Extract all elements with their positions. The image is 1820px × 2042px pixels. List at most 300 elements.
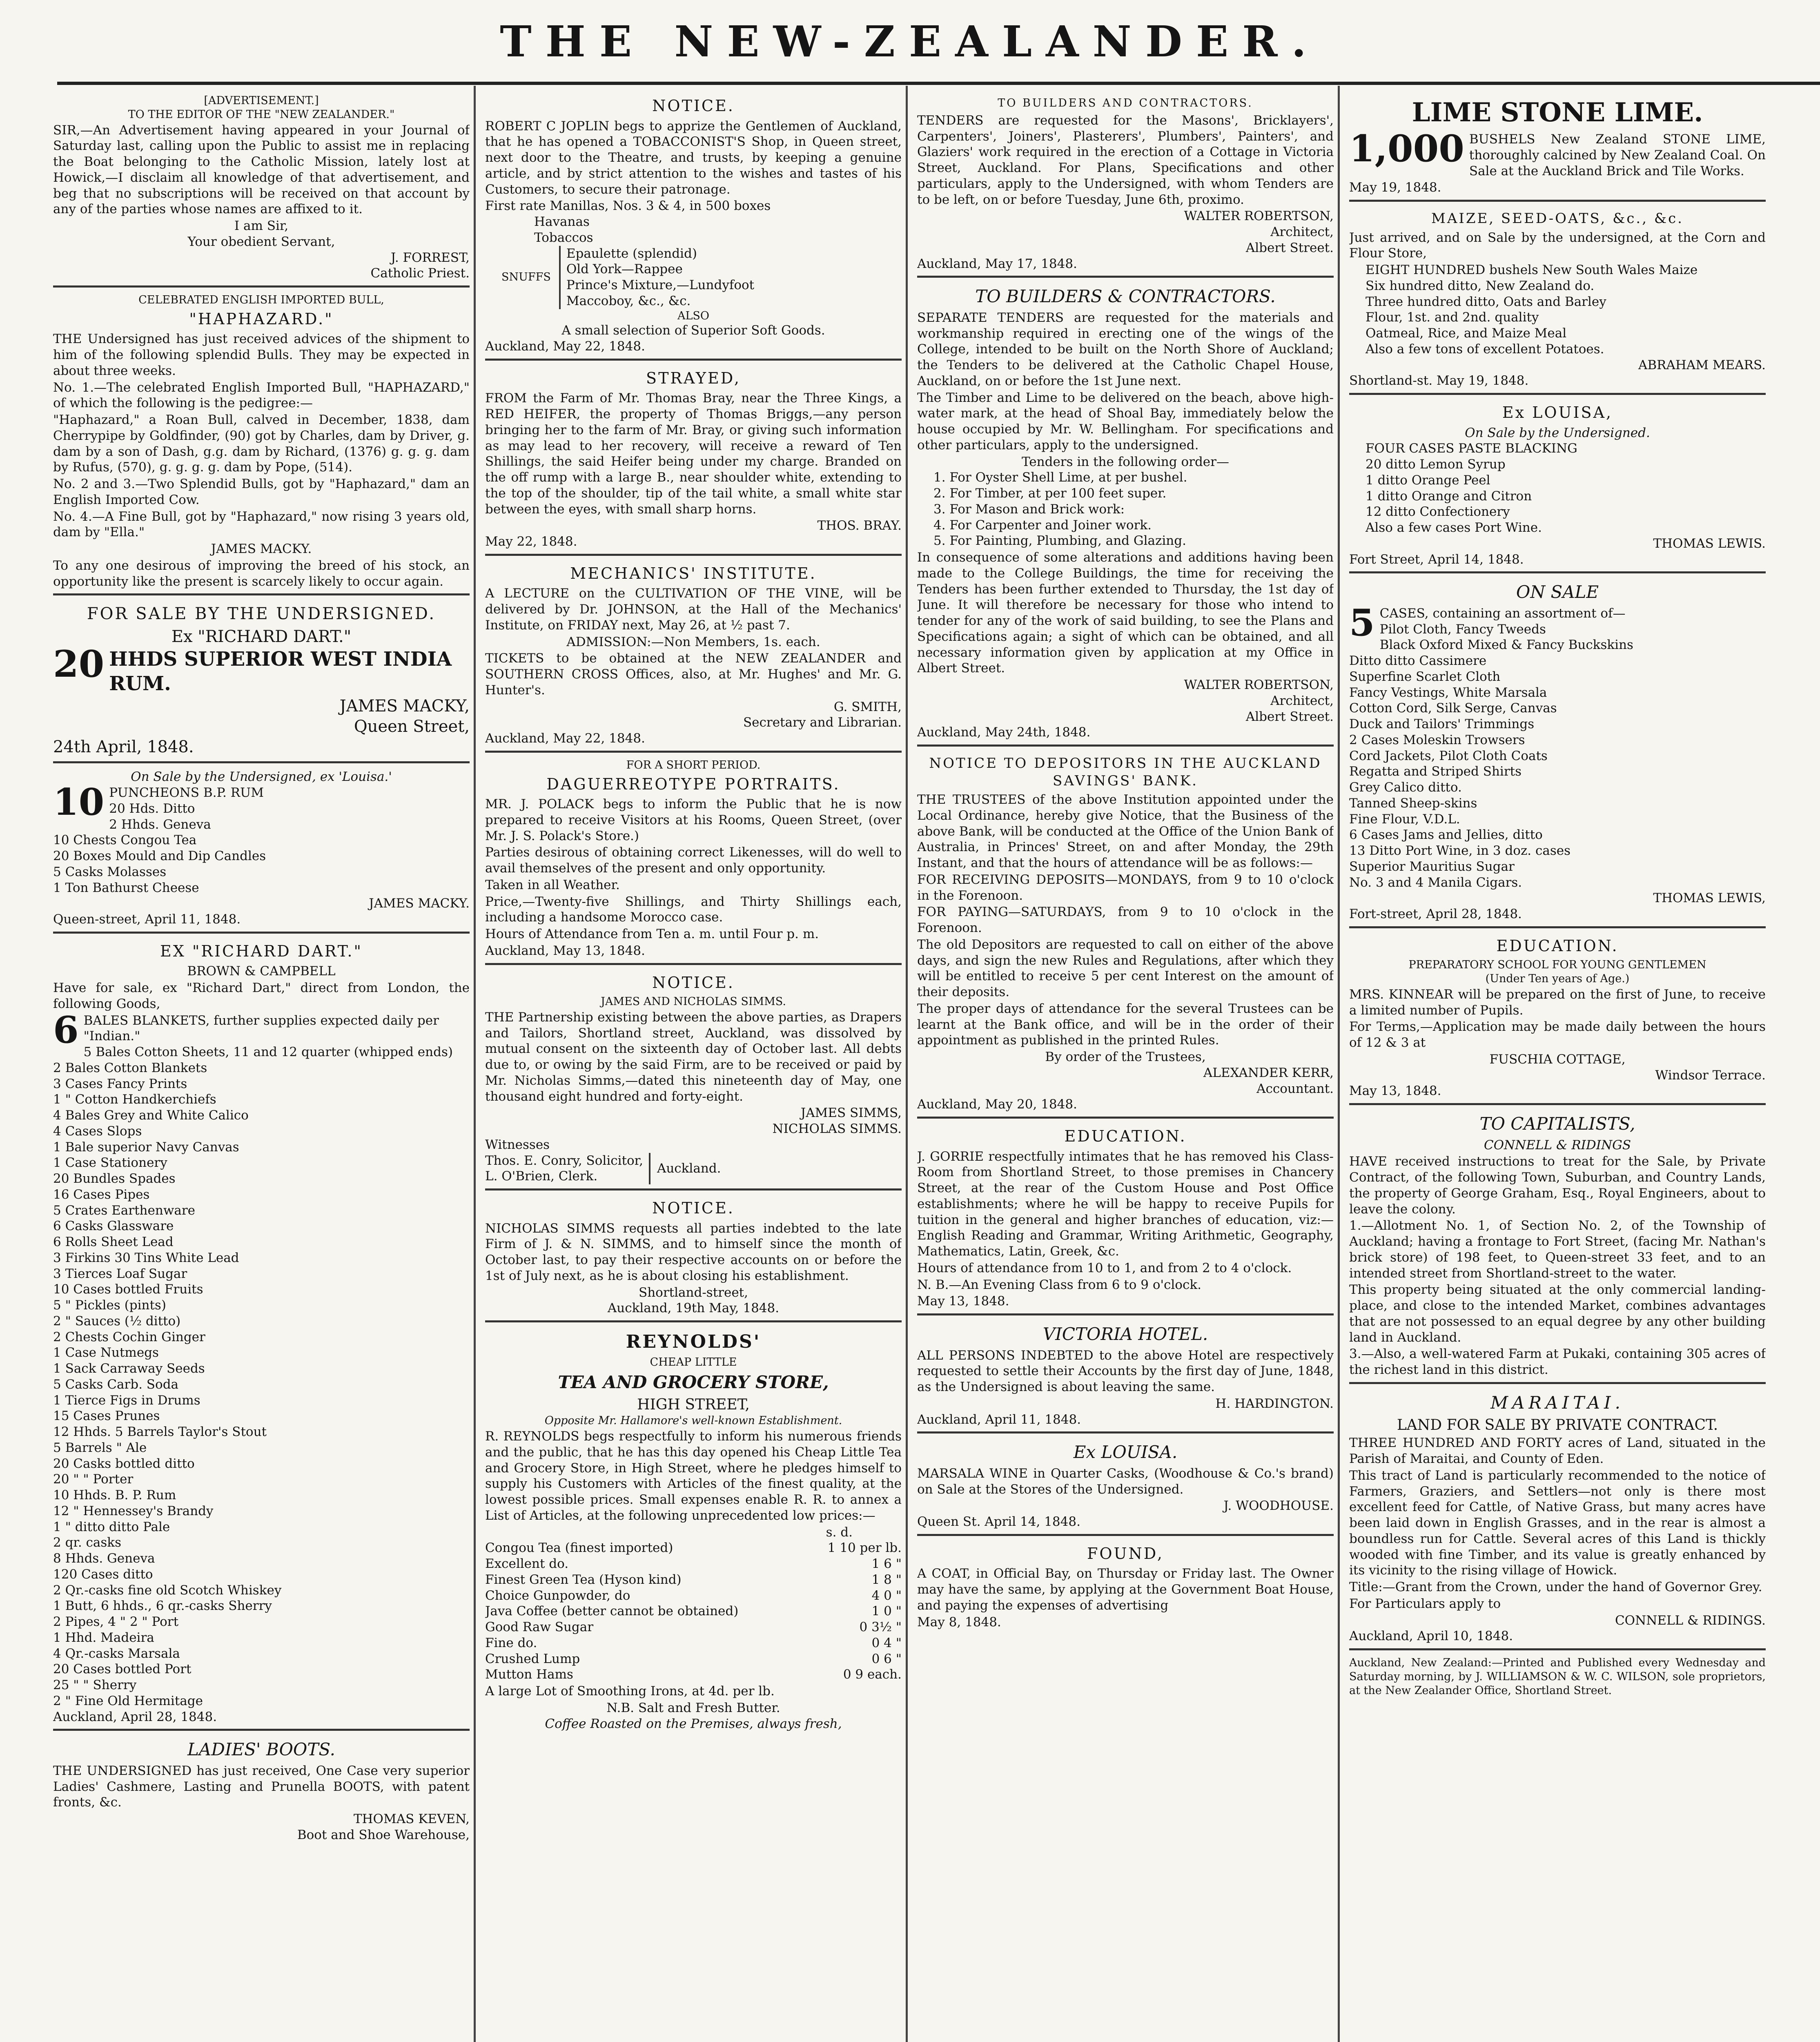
signature: ALEXANDER KERR, xyxy=(1203,1065,1334,1080)
ad-daguerreotype xyxy=(485,751,902,959)
ad-heading: TO CAPITALISTS, xyxy=(1479,1114,1635,1134)
ad-west-india-rum xyxy=(53,593,470,757)
ad-body: The Timber and Lime to be delivered on the beach, above high-water mark, at the head of Shoal Bay, immediately below the house occupied by Mr. W. Bellingham. For specifications and other particulars, apply to the undersigned. xyxy=(917,390,1334,453)
ad-heading: VICTORIA HOTEL. xyxy=(1043,1324,1208,1344)
list-item: No. 3 and 4 Manila Cigars. xyxy=(1349,875,1522,890)
ad-ladies-boots xyxy=(53,1729,470,1843)
list-item: 2 Bales Cotton Blankets xyxy=(53,1060,207,1075)
ad-body: MARSALA WINE in Quarter Casks, (Woodhouse & Co.'s brand) on Sale at the Stores of the Undersigned. xyxy=(917,1466,1334,1497)
ad-body: NICHOLAS SIMMS requests all parties indebted to the late Firm of J. & N. SIMMS, and to himself since the month of October last, to pay their respective accounts on or before the 1st of July next, as he is about closing his establishment. xyxy=(485,1221,902,1283)
price-row xyxy=(485,1603,902,1619)
ad-heading: [ADVERTISEMENT.] xyxy=(204,94,319,107)
signature: JAMES MACKY. xyxy=(369,896,470,911)
ad-lewis-on-sale xyxy=(1349,571,1766,922)
list-item: Ditto ditto Cassimere xyxy=(1349,653,1487,668)
masthead-rule xyxy=(57,82,1820,85)
ad-body: 1.—Allotment No. 1, of Section No. 2, of the Township of Auckland; having a frontage to Fort Street, (facing Mr. Nathan's brick store) of 198 feet, to Queen-street 33 feet, and to an intended street from Shortland-street to the water. xyxy=(1349,1218,1766,1281)
signature: J. FORREST, xyxy=(390,250,470,265)
list-item: 6 Casks Glassware xyxy=(53,1219,174,1234)
list-item: 1 ditto Orange Peel xyxy=(1366,473,1490,488)
price-value: 0 6 " xyxy=(871,1651,902,1666)
item-list xyxy=(53,1008,470,1709)
list-item: Fine Flour, V.D.L. xyxy=(1349,811,1460,827)
list-item: CASES, containing an assortment of— xyxy=(1379,606,1626,621)
list-item: 1 " ditto ditto Pale xyxy=(53,1519,170,1534)
ad-joplin-tobacconist xyxy=(485,96,902,354)
ad-body: For Terms,—Application may be made daily between the hours of 12 & 3 at xyxy=(1349,1019,1766,1050)
ad-title: TEA AND GROCERY STORE, xyxy=(558,1372,829,1392)
list-item: Six hundred ditto, New Zealand do. xyxy=(1366,278,1595,293)
price-item: Crushed Lump xyxy=(485,1651,580,1666)
ad-body: For Particulars apply to xyxy=(1349,1596,1501,1611)
ad-line: A large Lot of Smoothing Irons, at 4d. per lb. xyxy=(485,1684,775,1699)
ad-body: TICKETS to be obtained at the NEW ZEALANDER and SOUTHERN CROSS Offices, also, at Mr. Hughes' and Mr. G. Hunter's. xyxy=(485,651,902,698)
list-item: 1. For Oyster Shell Lime, at per bushel. xyxy=(933,470,1187,485)
ad-line: Tenders in the following order— xyxy=(1022,454,1229,469)
price-value: 1 6 " xyxy=(871,1556,902,1571)
ad-date: Auckland, April 11, 1848. xyxy=(917,1412,1081,1427)
ad-date: Auckland, May 17, 1848. xyxy=(917,256,1077,271)
ad-haphazard-bull xyxy=(53,285,470,589)
list-item: 2 Cases Moleskin Trowsers xyxy=(1349,732,1525,747)
ad-body: FOR RECEIVING DEPOSITS—MONDAYS, from 9 to 10 o'clock in the Forenoon. xyxy=(917,872,1334,903)
ad-body: J. GORRIE respectfully intimates that he has removed his Class-Room from Shortland Street, to those premises in Chancery Street, at the rear of the Custom House and Post Office establishments; where he will be happy to receive Pupils for tuition in the general and higher branches of education, viz:— English Reading and Grammar, Writing Arithmetic, Geography, Mathematics, Latin, Greek, &c. xyxy=(917,1149,1334,1259)
list-item: 20 ditto Lemon Syrup xyxy=(1366,457,1506,472)
ad-maraitai xyxy=(1349,1382,1766,1644)
ad-date: May 8, 1848. xyxy=(917,1614,1001,1630)
list-item: PUNCHEONS B.P. RUM xyxy=(109,785,264,800)
ad-builders-cottage xyxy=(917,96,1334,272)
quantity-number: 5 xyxy=(1349,601,1375,644)
signature: J. WOODHOUSE. xyxy=(1223,1498,1334,1514)
ad-body: THREE HUNDRED AND FORTY acres of Land, situated in the Parish of Maraitai, and County of Eden. xyxy=(1349,1436,1766,1466)
list-item: Superfine Scarlet Cloth xyxy=(1349,669,1501,684)
list-item: 10 Chests Congou Tea xyxy=(53,833,197,848)
witnesses-label: Witnesses xyxy=(485,1137,550,1152)
ad-subheading: PREPARATORY SCHOOL FOR YOUNG GENTLEMEN xyxy=(1408,959,1706,972)
ad-date: Queen-street, April 11, 1848. xyxy=(53,912,241,927)
list-item: Fancy Vestings, White Marsala xyxy=(1349,685,1547,700)
ad-builders-college xyxy=(917,276,1334,740)
address: HIGH STREET, xyxy=(637,1396,750,1413)
column-4 xyxy=(1349,94,1766,2042)
signature: JAMES MACKY, xyxy=(339,697,470,716)
ad-body: Price,—Twenty-five Shillings, and Thirty Shillings each, including a handsome Morocco case. xyxy=(485,894,902,925)
item-list xyxy=(53,780,470,896)
ad-date: May 13, 1848. xyxy=(917,1294,1009,1309)
list-item: 12 " Hennessey's Brandy xyxy=(53,1503,214,1518)
ad-lewis-blacking xyxy=(1349,393,1766,567)
ad-subheading: FOR A SHORT PERIOD. xyxy=(626,758,761,771)
list-item: 20 Bundles Spades xyxy=(53,1171,176,1186)
ad-date: Auckland, April 10, 1848. xyxy=(1349,1629,1513,1644)
ad-date: Queen St. April 14, 1848. xyxy=(917,1514,1080,1529)
signature: ABRAHAM MEARS. xyxy=(1638,357,1766,372)
ad-body: A COAT, in Official Bay, on Thursday or Friday last. The Owner may have the same, by applying at the Government Boat House, and paying the expenses of advertising xyxy=(917,1566,1334,1613)
ad-body: HAVE received instructions to treat for the Sale, by Private Contract, of the following Town, Suburban, and Country Lands, the property of George Graham, Esq., Royal Engineers, about to leave the colony. xyxy=(1349,1154,1766,1217)
ad-body: A LECTURE on the CULTIVATION OF THE VINE, will be delivered by Dr. JOHNSON, at the Hall of the Mechanics' Institute, on FRIDAY next, May 26, at ½ past 7. xyxy=(485,586,902,633)
ad-heading: EDUCATION. xyxy=(1496,936,1619,955)
price-item: Choice Gunpowder, do xyxy=(485,1588,630,1603)
ad-heading: On Sale by the Undersigned, ex 'Louisa.' xyxy=(131,769,392,785)
ad-subheading: LAND FOR SALE BY PRIVATE CONTRACT. xyxy=(1397,1417,1718,1434)
ad-heading: FOUND, xyxy=(1087,1544,1164,1563)
list-item: 8 Hhds. Geneva xyxy=(53,1551,155,1566)
signature-title: Secretary and Librarian. xyxy=(743,715,902,730)
ad-line: A small selection of Superior Soft Goods. xyxy=(561,323,825,338)
ad-subheading: (Under Ten years of Age.) xyxy=(1485,972,1630,985)
list-item: 1 Tierce Figs in Drums xyxy=(53,1393,200,1408)
signature: CONNELL & RIDINGS. xyxy=(1615,1613,1766,1628)
ad-forrest-letter xyxy=(53,94,470,281)
column-2 xyxy=(485,94,902,2042)
ad-body: In consequence of some alterations and additions having been made to the College Buildings, the time for receiving the Tenders has been further extended to Thursday, the 1st day of June. It will therefore be necessary for those who intend to tender for any of the work of said building, to see the Plans and Specifications again; a sight of which can be obtained, and all necessary information given by application at my Office in Albert Street. xyxy=(917,550,1334,676)
price-value: 1 10 per lb. xyxy=(827,1540,902,1556)
ad-heading: ON SALE xyxy=(1516,582,1599,602)
ad-subheading: Opposite Mr. Hallamore's well-known Establishment. xyxy=(544,1414,842,1427)
ad-body: FOR PAYING—SATURDAYS, from 9 to 10 o'clock in the Forenoon. xyxy=(917,905,1334,935)
list-item: 2 Pipes, 4 " 2 " Port xyxy=(53,1614,179,1629)
ad-line: First rate Manillas, Nos. 3 & 4, in 500 boxes xyxy=(485,198,771,214)
ad-heading: STRAYED, xyxy=(646,369,741,387)
quantity-number: 1,000 xyxy=(1349,127,1464,170)
price-row xyxy=(485,1667,902,1683)
ad-body: Just arrived, and on Sale by the undersigned, at the Corn and Flour Store, xyxy=(1349,230,1766,261)
ad-body: Title:—Grant from the Crown, under the hand of Governor Grey. xyxy=(1349,1580,1762,1594)
list-item: 1 " Cotton Handkerchiefs xyxy=(53,1092,216,1107)
ad-body: 3.—Also, a well-watered Farm at Pukaki, containing 305 acres of the richest land in this district. xyxy=(1349,1346,1766,1377)
closing-line: I am Sir, xyxy=(234,218,289,233)
snuffs-label: SNUFFS xyxy=(501,271,551,284)
signature: THOMAS LEWIS. xyxy=(1653,536,1766,551)
list-item: 25 " " Sherry xyxy=(53,1678,137,1692)
list-item: 1 Butt, 6 hhds., 6 qr.-casks Sherry xyxy=(53,1598,272,1614)
signature-title: Architect, xyxy=(1270,225,1334,239)
ad-body: MRS. KINNEAR will be prepared on the first of June, to receive a limited number of Pupils. xyxy=(1349,987,1766,1018)
ad-maize-seed-oats xyxy=(1349,200,1766,389)
ad-date: May 19, 1848. xyxy=(1349,180,1441,195)
ad-date: Fort Street, April 14, 1848. xyxy=(1349,552,1524,567)
tender-list xyxy=(917,470,1334,549)
ad-date: Auckland, May 22, 1848. xyxy=(485,731,645,746)
list-item: 6 Cases Jams and Jellies, ditto xyxy=(1349,827,1543,843)
ad-body: MR. J. POLACK begs to inform the Public that he is now prepared to receive Visitors at his Rooms, Queen Street, (over Mr. J. S. Polack's Store.) xyxy=(485,797,902,843)
list-item: 20 Boxes Mould and Dip Candles xyxy=(53,849,266,863)
column-rule-2 xyxy=(906,86,908,2042)
ad-louisa-rum xyxy=(53,761,470,927)
ad-reynolds-grocery xyxy=(485,1320,902,1732)
ad-heading: MAIZE, SEED-OATS, &c., &c. xyxy=(1431,210,1684,227)
address: Queen Street, xyxy=(354,717,470,736)
ad-kinnear-school xyxy=(1349,926,1766,1099)
list-item: 5 Crates Earthenware xyxy=(53,1203,196,1218)
item-list xyxy=(1349,601,1766,891)
ad-body: Hours of Attendance from Ten a. m. until Four p. m. xyxy=(485,927,819,941)
list-item: 20 Hds. Ditto xyxy=(109,801,195,816)
list-item: Flour, 1st. and 2nd. quality xyxy=(1366,310,1539,325)
column-rule-3 xyxy=(1338,86,1340,2042)
ad-body: Parties desirous of obtaining correct Likenesses, will do well to avail themselves of the present and only opportunity. xyxy=(485,845,902,876)
price-row xyxy=(485,1540,902,1556)
list-item: 16 Cases Pipes xyxy=(53,1187,150,1202)
ad-body: THE Undersigned has just received advices of the shipment to him of the following splendid Bulls. They may be expected in about three weeks. xyxy=(53,332,470,378)
price-value: 0 3½ " xyxy=(859,1620,902,1634)
list-item: Oatmeal, Rice, and Maize Meal xyxy=(1366,326,1567,341)
item-list xyxy=(1349,441,1766,536)
ad-found-coat xyxy=(917,1534,1334,1630)
list-item: 3 Tierces Loaf Sugar xyxy=(53,1266,187,1281)
price-item: Congou Tea (finest imported) xyxy=(485,1540,673,1556)
signature: THOMAS KEVEN, xyxy=(353,1812,470,1826)
ad-subheading: Ex "RICHARD DART." xyxy=(171,627,352,646)
ad-savings-bank xyxy=(917,745,1334,1112)
ad-date: 24th April, 1848. xyxy=(53,738,194,757)
ad-body: FROM the Farm of Mr. Thomas Bray, near the Three Kings, a RED HEIFER, the property of Thomas Briggs,—any person bringing her to the farm of Mr. Bray, or giving such information as may lead to her recovery, will receive a reward of Ten Shillings, the said Heifer being under my charge. Branded on the off rump with a large B., near shoulder white, extending to the top of the shoulder, tip of the tail white, a small white star between the eyes, with small sharp horns. xyxy=(485,391,902,517)
address: FUSCHIA COTTAGE, xyxy=(1489,1052,1626,1067)
signature-title: Catholic Priest. xyxy=(370,266,470,281)
firm-name: BROWN & CAMPBELL xyxy=(187,964,336,979)
list-item: Cord Jackets, Pilot Cloth Coats xyxy=(1349,748,1548,763)
signature-title: Architect, xyxy=(1270,693,1334,708)
ad-body: To any one desirous of improving the breed of his stock, an opportunity like the present is scarcely likely to occur again. xyxy=(53,558,470,589)
ad-body: R. REYNOLDS begs respectfully to inform his numerous friends and the public, that he has this day opened his Cheap Little Tea and Grocery Store, in High Street, where he pledges himself to supply his Customers with Articles of the finest quality, at the lowest possible prices. Small expenses enable R. R. to annex a List of Articles, at the following unprecedented low prices:— xyxy=(485,1429,902,1523)
address: Windsor Terrace. xyxy=(1655,1068,1766,1083)
item-list xyxy=(1349,262,1766,357)
ad-date: May 22, 1848. xyxy=(485,534,577,549)
list-item: 5 " Pickles (pints) xyxy=(53,1298,166,1313)
list-item: 2 Hhds. Geneva xyxy=(109,817,211,832)
ad-body: N. B.—An Evening Class from 6 to 9 o'clock. xyxy=(917,1277,1201,1292)
ad-date: Auckland, 19th May, 1848. xyxy=(607,1301,780,1316)
column-1 xyxy=(53,94,470,2042)
price-row xyxy=(485,1619,902,1635)
signature: JAMES MACKY. xyxy=(211,542,312,556)
ad-strayed-heifer xyxy=(485,359,902,550)
ad-body: "Haphazard," a Roan Bull, calved in December, 1838, dam Cherrypipe by Goldfinder, (90) got by Charles, dam by Driver, g. dam by a son of Dash, g.g. dam by Richard, (1376) g. g. g. dam by Rufus, (570), g. g. g. g. dam by Pope, (514). xyxy=(53,412,470,475)
list-item: 4 Qr.-casks Marsala xyxy=(53,1646,180,1661)
list-item: 1 Hhd. Madeira xyxy=(53,1630,154,1645)
ad-body: Hours of attendance from 10 to 1, and from 2 to 4 o'clock. xyxy=(917,1260,1292,1275)
price-item: Good Raw Sugar xyxy=(485,1620,594,1634)
list-item: Also a few cases Port Wine. xyxy=(1366,520,1542,535)
ad-heading: NOTICE. xyxy=(652,97,735,115)
ad-body: ROBERT C JOPLIN begs to apprize the Gentlemen of Auckland, that he has opened a TOBACCONIST'S Shop, in Queen street, next door to the Theatre, and trusts, by keeping a genuine article, and by strict attention to the wishes and tastes of his Customers, to secure their patronage. xyxy=(485,118,902,197)
list-item: Prince's Mixture,—Lundyfoot xyxy=(566,278,755,292)
ad-subheading: On Sale by the Undersigned. xyxy=(1465,425,1650,440)
list-item: 1 ditto Orange and Citron xyxy=(1366,488,1532,504)
ad-heading: MARAITAI. xyxy=(1490,1392,1624,1413)
list-item: 12 ditto Confectionery xyxy=(1366,504,1510,519)
list-item: 5 Bales Cotton Sheets, 11 and 12 quarter (whipped ends) xyxy=(83,1045,453,1059)
ad-subheading: TO THE EDITOR OF THE "NEW ZEALANDER." xyxy=(128,108,395,121)
price-row xyxy=(485,1588,902,1604)
list-item: 3. For Mason and Brick work: xyxy=(933,502,1125,517)
list-item: 5 Casks Molasses xyxy=(53,864,167,879)
list-item: 120 Cases ditto xyxy=(53,1567,153,1582)
ad-heading: LIME STONE LIME. xyxy=(1412,97,1703,128)
price-row xyxy=(485,1651,902,1667)
ad-mechanics-institute xyxy=(485,554,902,747)
list-item: 20 Casks bottled ditto xyxy=(53,1456,195,1471)
list-item: Pilot Cloth, Fancy Tweeds xyxy=(1379,622,1546,637)
list-item: 2 Chests Cochin Ginger xyxy=(53,1329,205,1344)
ad-body: ALL PERSONS INDEBTED to the above Hotel are respectively requested to settle their Accounts by the first day of June, 1848, as the Undersigned is about leaving the same. xyxy=(917,1348,1334,1394)
list-item: 15 Cases Prunes xyxy=(53,1409,160,1424)
list-item: Maccoboy, &c., &c. xyxy=(566,293,691,308)
list-item: 1 Case Stationery xyxy=(53,1155,167,1170)
price-value: 1 0 " xyxy=(871,1604,902,1619)
ad-date: Fort-street, April 28, 1848. xyxy=(1349,907,1522,921)
list-item: BALES BLANKETS, further supplies expected daily per "Indian." xyxy=(83,1013,439,1044)
address: Boot and Shoe Warehouse, xyxy=(297,1827,470,1842)
witness: Thos. E. Conry, Solicitor, xyxy=(485,1153,643,1168)
list-item: Grey Calico ditto. xyxy=(1349,780,1462,795)
price-item: Java Coffee (better cannot be obtained) xyxy=(485,1604,739,1619)
list-item: 20 Cases bottled Port xyxy=(53,1662,192,1677)
ad-body: THE Partnership existing between the above parties, as Drapers and Tailors, Shortland street, Auckland, was dissolved by mutual consent on the sixteenth day of October last. All debts due to, or owing by the said Firm, are to be received or paid by Mr. Nicholas Simms,—dated this nineteenth day of May, one thousand eight hundred and forty-eight. xyxy=(485,1010,902,1104)
list-item: FOUR CASES PASTE BLACKING xyxy=(1366,441,1577,456)
printer-imprint: Auckland, New Zealand:—Printed and Published every Wednesday and Saturday morning, by J. WILLIAMSON & W. C. WILSON, sole proprietors, at the New Zealander Office, Shortland Street. xyxy=(1349,1648,1766,1697)
signature: G. SMITH, xyxy=(833,699,902,714)
ad-line: Havanas xyxy=(534,214,590,229)
list-item: 3 Cases Fancy Prints xyxy=(53,1076,187,1091)
list-item: 2 qr. casks xyxy=(53,1535,121,1550)
list-item: Duck and Tailors' Trimmings xyxy=(1349,717,1535,731)
signature: JAMES SIMMS, xyxy=(800,1106,902,1121)
quantity-number: 10 xyxy=(53,780,105,824)
list-item: 5 Casks Carb. Soda xyxy=(53,1377,179,1392)
list-item: Superior Mauritius Sugar xyxy=(1349,859,1515,874)
ad-heading: LADIES' BOOTS. xyxy=(187,1739,335,1760)
ad-body: THE UNDERSIGNED has just received, One Case very superior Ladies' Cashmere, Lasting and Prunella BOOTS, with patent fronts, &c. xyxy=(53,1763,470,1810)
price-item: Mutton Hams xyxy=(485,1667,573,1682)
list-item: 2 Qr.-casks fine old Scotch Whiskey xyxy=(53,1583,282,1598)
price-row xyxy=(485,1556,902,1572)
ad-subheading: CHEAP LITTLE xyxy=(650,1356,737,1369)
list-item: 20 " " Porter xyxy=(53,1472,134,1487)
list-item: 13 Ditto Port Wine, in 3 doz. cases xyxy=(1349,843,1571,858)
ad-simms-partnership xyxy=(485,963,902,1185)
column-3 xyxy=(917,94,1334,2042)
ad-victoria-hotel xyxy=(917,1313,1334,1427)
ad-date: Auckland, May 24th, 1848. xyxy=(917,725,1091,740)
list-item: 4 Bales Grey and White Calico xyxy=(53,1108,249,1123)
price-row xyxy=(485,1635,902,1651)
list-item: 1 Case Nutmegs xyxy=(53,1345,159,1360)
list-item: 12 Hhds. 5 Barrels Taylor's Stout xyxy=(53,1424,267,1439)
list-item: 1 Bale superior Navy Canvas xyxy=(53,1139,239,1155)
list-item: 1 Sack Carraway Seeds xyxy=(53,1361,205,1376)
ad-line: By order of the Trustees, xyxy=(1045,1050,1206,1064)
snuff-list xyxy=(559,246,754,309)
signature: THOMAS LEWIS, xyxy=(1653,891,1766,906)
ad-body: TENDERS are requested for the Masons', Bricklayers', Carpenters', Joiners', Plasterers', Plumbers', Painters', and Glaziers' work required in the erection of a Cottage in Victoria Street, Auckland. For Plans, Specifications and other particulars, apply to the Undersigned, with whom Tenders are to be left, on or before Tuesday, June 6th, proximo. xyxy=(917,113,1334,207)
ad-heading: NOTICE. xyxy=(652,1199,735,1217)
ad-heading: REYNOLDS' xyxy=(626,1331,761,1352)
list-item: Cotton Cord, Silk Serge, Canvas xyxy=(1349,701,1557,716)
ad-heading: MECHANICS' INSTITUTE. xyxy=(570,564,817,582)
masthead-title: THE NEW-ZEALANDER. xyxy=(500,16,1320,67)
list-item: 2 " Sauces (½ ditto) xyxy=(53,1313,181,1329)
ad-heading: TO BUILDERS & CONTRACTORS. xyxy=(975,286,1276,307)
signature: WALTER ROBERTSON, xyxy=(1184,209,1334,224)
signature: H. HARDINGTON. xyxy=(1215,1396,1334,1411)
ad-heading: EX "RICHARD DART." xyxy=(160,942,363,960)
address: Albert Street. xyxy=(1245,709,1334,724)
list-item: EIGHT HUNDRED bushels New South Wales Maize xyxy=(1366,263,1698,277)
signature: THOS. BRAY. xyxy=(817,518,902,533)
list-item: 3 Firkins 30 Tins White Lead xyxy=(53,1250,239,1265)
ad-heading: Ex LOUISA. xyxy=(1073,1442,1178,1462)
ad-heading: EDUCATION. xyxy=(1064,1127,1187,1145)
ad-heading: Ex LOUISA, xyxy=(1502,403,1613,421)
ad-line: N.B. Salt and Fresh Butter. xyxy=(606,1700,780,1715)
ad-body: No. 4.—A Fine Bull, got by "Haphazard," now rising 3 years old, dam by "Ella." xyxy=(53,509,470,540)
ad-body: SEPARATE TENDERS are requested for the materials and workmanship required in erecting one of the wings of the College, intended to be built on the North Shore of Auckland; the Tenders to be delivered at the Catholic Chapel House, Auckland, on or before the 1st June next. xyxy=(917,310,1334,388)
column-rule-1 xyxy=(474,86,476,2042)
ad-nicholas-simms xyxy=(485,1188,902,1316)
list-item: 2 " Fine Old Hermitage xyxy=(53,1693,203,1708)
ad-body: Have for sale, ex "Richard Dart," direct from London, the following Goods, xyxy=(53,981,470,1011)
ad-marsala-wine xyxy=(917,1431,1334,1530)
list-item: 10 Hhds. B. P. Rum xyxy=(53,1488,176,1503)
ad-subheading: JAMES AND NICHOLAS SIMMS. xyxy=(601,995,786,1008)
address: Auckland. xyxy=(657,1161,721,1176)
price-item: Fine do. xyxy=(485,1635,537,1650)
firm-name: CONNELL & RIDINGS xyxy=(1484,1137,1631,1153)
ad-heading: NOTICE TO DEPOSITORS IN THE AUCKLAND SAVINGS' BANK. xyxy=(929,755,1322,789)
ad-to-capitalists xyxy=(1349,1103,1766,1378)
price-item: Excellent do. xyxy=(485,1556,569,1571)
witness: L. O'Brien, Clerk. xyxy=(485,1169,598,1184)
list-item: 1 Ton Bathurst Cheese xyxy=(53,880,199,895)
list-item: Also a few tons of excellent Potatoes. xyxy=(1366,341,1604,357)
ad-line: ALSO xyxy=(677,309,710,322)
price-header: s. d. xyxy=(826,1525,853,1540)
quantity-number: 6 xyxy=(53,1008,79,1052)
ad-heading: FOR SALE BY THE UNDERSIGNED. xyxy=(87,604,436,624)
ad-body: THE TRUSTEES of the above Institution appointed under the Local Ordinance, hereby give Notice, that the Business of the above Bank, will be conducted at the Office of the Union Bank of Australia, in Princes' Street, on and after Monday, the 29th Instant, and that the hours of attendance will be as follows:— xyxy=(917,792,1334,870)
list-item: 4. For Carpenter and Joiner work. xyxy=(933,517,1152,533)
price-value: 1 8 " xyxy=(871,1572,902,1587)
list-item: Regatta and Striped Shirts xyxy=(1349,764,1522,779)
list-item: Three hundred ditto, Oats and Barley xyxy=(1366,294,1606,309)
ad-brown-campbell xyxy=(53,932,470,1725)
price-row xyxy=(485,1572,902,1588)
ad-date: Auckland, May 20, 1848. xyxy=(917,1097,1077,1112)
price-value: 0 9 each. xyxy=(843,1667,902,1682)
signature: WALTER ROBERTSON, xyxy=(1184,678,1334,692)
list-item: Tanned Sheep-skins xyxy=(1349,796,1477,811)
ad-date: Auckland, May 13, 1848. xyxy=(485,943,645,958)
price-value: 4 0 " xyxy=(871,1588,902,1603)
list-item: 6 Rolls Sheet Lead xyxy=(53,1235,174,1249)
price-list xyxy=(485,1540,902,1683)
ad-body: No. 1.—The celebrated English Imported Bull, "HAPHAZARD," of which the following is the pedigree:— xyxy=(53,380,470,411)
ad-title: HHDS SUPERIOR WEST INDIA RUM. xyxy=(109,648,452,696)
ad-heading: CELEBRATED ENGLISH IMPORTED BULL, xyxy=(138,294,384,306)
ad-body: BUSHELS New Zealand STONE LIME, thoroughly calcined by New Zealand Coal. On Sale at the Auckland Brick and Tile Works. xyxy=(1469,132,1766,178)
address: Shortland-street, xyxy=(638,1285,748,1300)
list-item: 4 Cases Slops xyxy=(53,1124,142,1139)
ad-body: The old Depositors are requested to call on either of the above days, and sign the new Rules and Regulations, after which they will be entitled to receive 5 per cent Interest on the amount of their deposits. xyxy=(917,937,1334,999)
ad-body: No. 2 and 3.—Two Splendid Bulls, got by "Haphazard," dam an English Imported Cow. xyxy=(53,477,470,507)
list-item: Black Oxford Mixed & Fancy Buckskins xyxy=(1379,638,1633,653)
ad-date: May 13, 1848. xyxy=(1349,1083,1441,1099)
quantity-number: 20 xyxy=(53,642,105,686)
ad-body: The proper days of attendance for the several Trustees can be learnt at the Bank office, and will be in the order of their appointment as published in the printed Rules. xyxy=(917,1001,1334,1048)
ad-line: Tobaccos xyxy=(534,230,593,245)
